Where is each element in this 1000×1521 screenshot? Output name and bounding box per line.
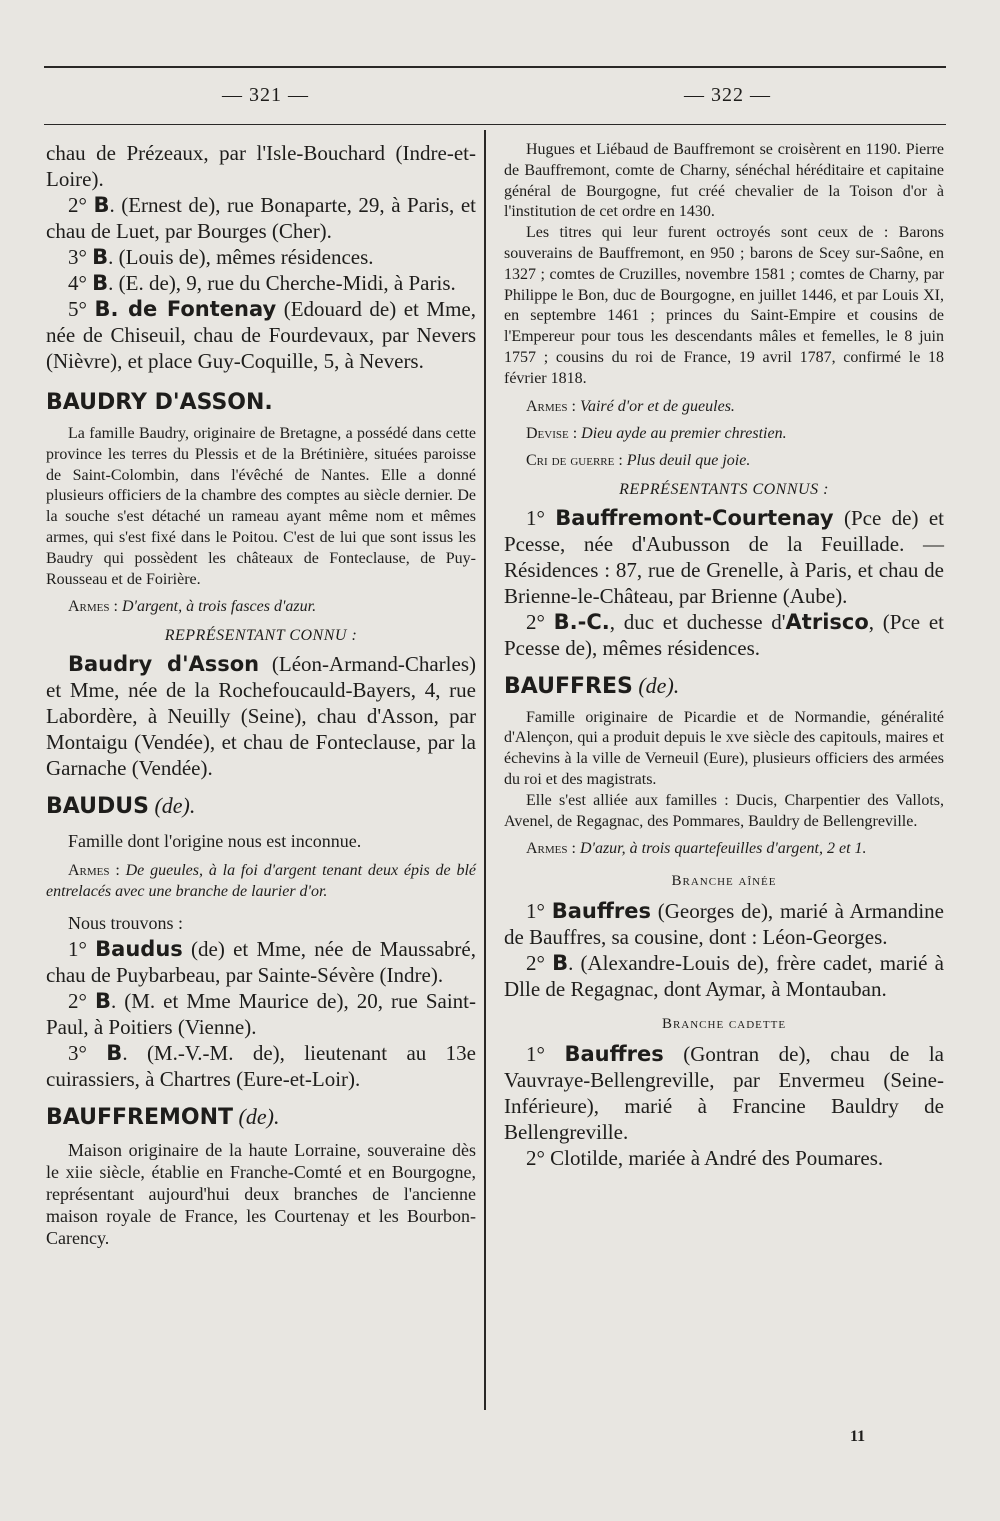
armes-bauffres: Armes : D'azur, à trois quartefeuilles d'argent, 2 et 1.	[526, 840, 867, 858]
left-column	[46, 140, 476, 1249]
paragraph-baudry-dasson: La famille Baudry, originaire de Bretagne, a possédé dans cette province les terres du Plessis et de la Brétinière, situées paroisse de Saint-Colombin, dans l'évêché de Nantes. Elle a donné plusieurs officiers de la chambre des comptes au siècle dernier. De la souche s'est détaché un rameau ayant même nom et mêmes armes, qui s'est fixé dans le Poitou. C'est de lui que sont issus les Baudry qui possèdent les châteaux de Fonteclause, de Puy-Rousseau et de Foirière.	[46, 425, 476, 588]
entry-1-gontran: 1° Bauffres (Gontran de), chau de la Vauvraye-Bellengreville, par Envermeu (Seine-Inférieure), marié à Francine Bauldry de Bellengreville.	[504, 1042, 944, 1145]
branche-cadette-heading: Branche cadette	[661, 1016, 787, 1033]
entry-2-atrisco: 2° B.-C., duc et duchesse d'Atrisco, (Pce et Pcesse de), mêmes résidences.	[504, 609, 944, 660]
column-divider	[484, 130, 486, 1410]
paragraph-bauffres-1: Famille originaire de Picardie et de Normandie, généralité d'Alençon, qui a produit depuis le xve siècle des capitouls, maires et échevins à la ville de Verneuil (Eure), plusieurs officiers des armées du roi et des magistrats.	[504, 708, 944, 788]
paragraph-bauffremont: Maison originaire de la haute Lorraine, souveraine dès le xiie siècle, établie en Franche-Comté et en Bourgogne, représentant aujourd'hui deux branches de l'ancienne maison royale de France, les Courtenay et les Bourbon-Carency.	[46, 1140, 476, 1249]
representants-connus-label: REPRÉSENTANTS CONNUS :	[619, 480, 829, 498]
paragraph-hugues: Hugues et Liébaud de Bauffremont se croisèrent en 1190. Pierre de Bauffremont, comte de Charny, sénéchal héréditaire et capitaine général de Bourgogne, fut créé chevalier de la Toison d'or à l'institution de cet ordre en 1430.	[504, 141, 944, 221]
devise-bauffremont: Devise : Dieu ayde au premier chrestien.	[526, 424, 787, 442]
entry-1-baudus: 1° Baudus (de) et Mme, née de Maussabré, chau de Puybarbeau, par Sainte-Sévère (Indre).	[46, 937, 476, 988]
paragraph-titres: Les titres qui leur furent octroyés sont ceux de : Barons souverains de Bauffremont, en 950 ; barons de Scey sur-Saône, en 1327 ; comtes de Cruzilles, novembre 1581 ; comtes de Charny, par Philippe le Bon, duc de Bourgogne, en juillet 1446, et par Louis XI, en septembre 1461 ; princes du Saint-Empire et cousins de l'Empereur pour tous les descendants mâles et femelles, le 8 juin 1757 ; cousins du roi de France, 19 avril 1787, confirmé le 18 février 1818.	[504, 224, 944, 387]
armes-bauffremont: Armes : Vairé d'or et de gueules.	[526, 397, 735, 415]
entry-baudry-dasson: Baudry d'Asson (Léon-Armand-Charles) et Mme, née de la Rochefoucauld-Bayers, 4, rue Labordère, à Neuilly (Seine), chau d'Asson, par Montaigu (Vendée), et chau de Fonteclause, par la Garnache (Vendée).	[46, 652, 476, 781]
branche-ainee-heading: Branche aînée	[671, 873, 777, 890]
page-number-right: — 322 —	[684, 84, 771, 106]
armes-baudus: Armes : De gueules, à la foi d'argent tenant deux épis de blé entrelacés avec une branche de laurier d'or.	[46, 862, 476, 901]
entry-1-georges: 1° Bauffres (Georges de), marié à Armandine de Bauffres, sa cousine, dont : Léon-Georges.	[504, 899, 944, 950]
armes-baudry-dasson: Armes : D'argent, à trois fasces d'azur.	[68, 598, 317, 616]
right-column	[504, 140, 944, 1171]
cri-de-guerre: Cri de guerre : Plus deuil que joie.	[526, 451, 751, 469]
entry-1-bauffremont-courtenay: 1° Bauffremont-Courtenay (Pce de) et Pcesse, née d'Aubusson de la Feuillade. — Résidences : 87, rue de Grenelle, à Paris, et chau de Brienne-le-Château, par Brienne (Aube).	[504, 505, 944, 608]
paragraph-bauffres-2: Elle s'est alliée aux familles : Ducis, Charpentier des Vallots, Avenel, de Regagnac, des Pommares, Bauldry de Bellengreville.	[504, 791, 944, 830]
paragraph-prezeaux: chau de Prézeaux, par l'Isle-Bouchard (Indre-et-Loire).	[46, 141, 476, 191]
header-rule	[44, 124, 946, 125]
entry-5-fontenay: 5° B. de Fontenay (Edouard de) et Mme, née de Chiseuil, chau de Fourdevaux, par Nevers (Nièvre), et place Guy-Coquille, 5, à Nevers.	[46, 297, 477, 373]
heading-bauffremont: BAUFFREMONT (de).	[46, 1104, 280, 1131]
entry-2-alexandre-louis: 2° B. (Alexandre-Louis de), frère cadet, marié à Dlle de Regagnac, dont Aymar, à Montauban.	[504, 951, 944, 1002]
entry-2-ernest: 2° B. (Ernest de), rue Bonaparte, 29, à Paris, et chau de Luet, par Bourges (Cher).	[46, 193, 476, 243]
paragraph-baudus: Famille dont l'origine nous est inconnue.	[68, 831, 362, 852]
top-rule	[44, 66, 946, 68]
nous-trouvons: Nous trouvons :	[68, 913, 184, 934]
heading-bauffres: BAUFFRES (de).	[504, 672, 680, 699]
entry-3-louis: 3° B. (Louis de), mêmes résidences.	[68, 245, 374, 269]
entry-4-e: 4° B. (E. de), 9, rue du Cherche-Midi, à Paris.	[68, 271, 456, 295]
heading-baudus: BAUDUS (de).	[46, 793, 196, 820]
representant-connu-label: REPRÉSENTANT CONNU :	[164, 627, 358, 645]
entry-3-mvm: 3° B. (M.-V.-M. de), lieutenant au 13e cuirassiers, à Chartres (Eure-et-Loir).	[46, 1041, 477, 1092]
page-number-left: — 321 —	[222, 84, 309, 106]
entry-2-clotilde: 2° Clotilde, mariée à André des Poumares.	[526, 1146, 884, 1171]
heading-baudry-dasson: BAUDRY D'ASSON.	[46, 390, 273, 415]
signature-number: 11	[850, 1428, 866, 1445]
entry-2-maurice: 2° B. (M. et Mme Maurice de), 20, rue Saint-Paul, à Poitiers (Vienne).	[46, 989, 477, 1040]
